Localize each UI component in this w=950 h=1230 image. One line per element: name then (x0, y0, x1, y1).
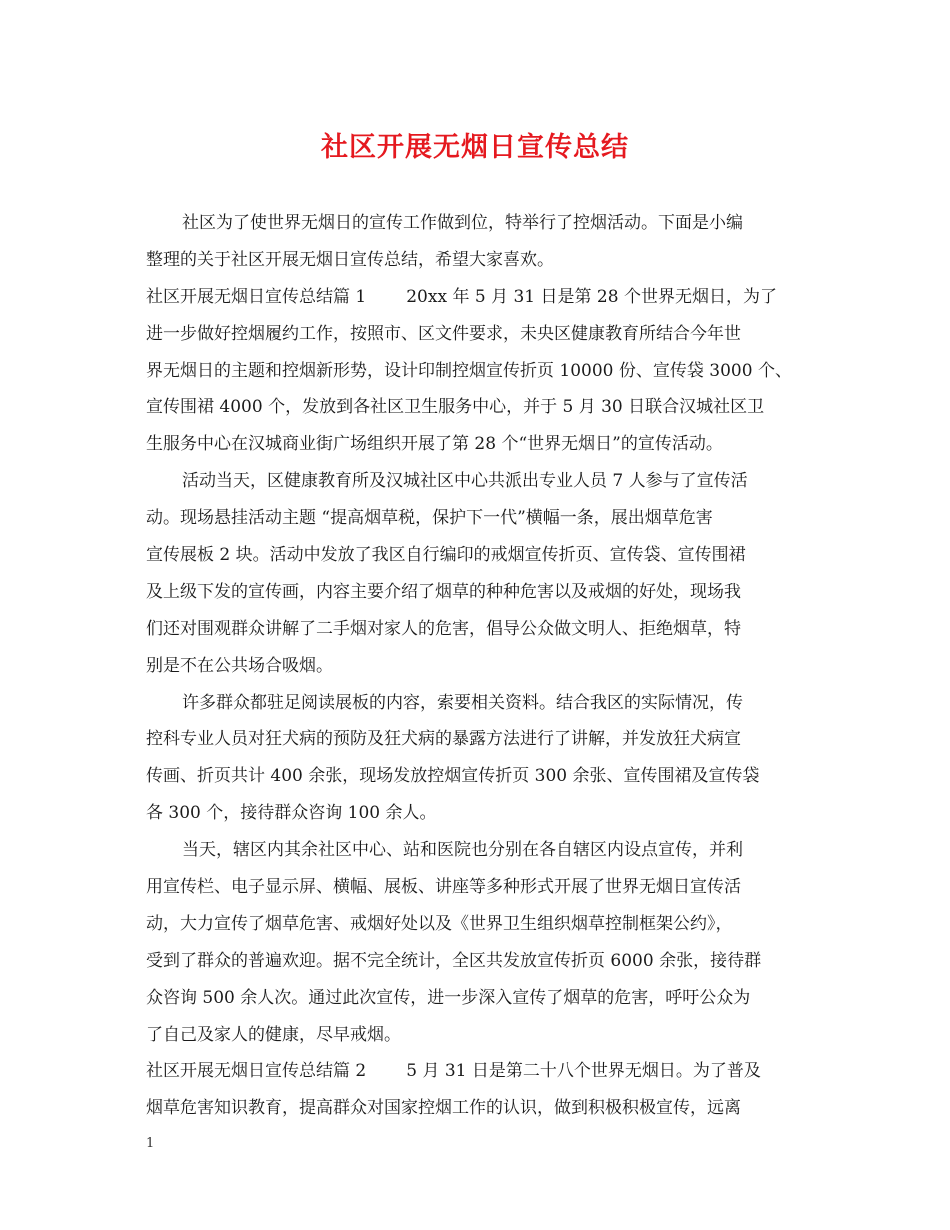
text-line (146, 648, 826, 685)
text-line (146, 795, 826, 832)
text-line (146, 500, 826, 537)
text-line (146, 463, 826, 500)
line-text: 控科专业人员对狂犬病的预防及狂犬病的暴露方法进行了讲解，并发放狂犬病宣 (146, 729, 741, 750)
line-text: 宣传围裙 4000 个，发放到各社区卫生服务中心，并于 5 月 30 日联合汉城社区卫 (146, 397, 765, 418)
text-line (146, 316, 826, 353)
line-text: 当天，辖区内其余社区中心、站和医院也分别在各自辖区内设点宣传，并利 (182, 840, 743, 861)
text-line (146, 205, 826, 242)
line-text: 许多群众都驻足阅读展板的内容，索要相关资料。结合我区的实际情况，传 (182, 692, 743, 713)
line-text: 了自己及家人的健康，尽早戒烟。 (146, 1024, 401, 1045)
text-line (146, 721, 826, 758)
text-line (146, 685, 826, 722)
line-text: 动。现场悬挂活动主题 “提高烟草税，保护下一代”横幅一条，展出烟草危害 (146, 508, 713, 529)
line-text: 受到了群众的普遍欢迎。据不完全统计，全区共发放宣传折页 6000 余张，接待群 (146, 950, 762, 971)
text-line (146, 242, 826, 279)
text-line (146, 832, 826, 869)
text-line (146, 980, 826, 1017)
text-line (146, 943, 826, 980)
text-line (146, 426, 826, 463)
line-text: 们还对围观群众讲解了二手烟对家人的危害，倡导公众做文明人、拒绝烟草，特 (146, 618, 741, 639)
line-text: 整理的关于社区开展无烟日宣传总结，希望大家喜欢。 (146, 249, 554, 270)
document-body (146, 205, 826, 1127)
line-text: 用宣传栏、电子显示屏、横幅、展板、讲座等多种形式开展了世界无烟日宣传活 (146, 877, 741, 898)
line-text: 宣传展板 2 块。活动中发放了我区自行编印的戒烟宣传折页、宣传袋、宣传围裙 (146, 545, 746, 566)
page-number: 1 (146, 1136, 155, 1151)
line-text: 传画、折页共计 400 余张，现场发放控烟宣传折页 300 余张、宣传围裙及宣传袋 (146, 766, 760, 787)
document-title: 社区开展无烟日宣传总结 (321, 132, 629, 163)
text-line (146, 574, 826, 611)
text-line (146, 906, 826, 943)
line-text: 5 月 31 日是第二十八个世界无烟日。为了普及 (406, 1061, 761, 1082)
line-text: 20xx 年 5 月 31 日是第 28 个世界无烟日，为了 (406, 286, 777, 307)
text-line (146, 353, 826, 390)
line-text: 社区为了使世界无烟日的宣传工作做到位，特举行了控烟活动。下面是小编 (182, 213, 743, 233)
line-text: 各 300 个，接待群众咨询 100 余人。 (146, 803, 437, 824)
text-line (146, 1090, 826, 1127)
line-text: 动，大力宣传了烟草危害、戒烟好处以及《世界卫生组织烟草控制框架公约》， (146, 913, 733, 934)
section-heading: 社区开展无烟日宣传总结篇 1 (146, 286, 367, 307)
line-text: 众咨询 500 余人次。通过此次宣传，进一步深入宣传了烟草的危害，呼吁公众为 (146, 987, 751, 1008)
line-text: 进一步做好控烟履约工作，按照市、区文件要求，未央区健康教育所结合今年世 (146, 323, 741, 344)
line-text: 烟草危害知识教育，提高群众对国家控烟工作的认识，做到积极积极宣传，远离 (146, 1098, 741, 1119)
text-line (146, 389, 826, 426)
line-text: 生服务中心在汉城商业街广场组织开展了第 28 个“世界无烟日”的宣传活动。 (146, 434, 723, 455)
section-heading-line (146, 279, 826, 316)
text-line (146, 537, 826, 574)
section-heading-line (146, 1053, 826, 1090)
text-line (146, 611, 826, 648)
section-heading: 社区开展无烟日宣传总结篇 2 (146, 1061, 367, 1082)
line-text: 及上级下发的宣传画，内容主要介绍了烟草的种种危害以及戒烟的好处，现场我 (146, 581, 741, 602)
text-line (146, 758, 826, 795)
text-line (146, 869, 826, 906)
line-text: 别是不在公共场合吸烟。 (146, 655, 333, 676)
text-line (146, 1017, 826, 1054)
line-text: 活动当天，区健康教育所及汉城社区中心共派出专业人员 7 人参与了宣传活 (182, 471, 748, 492)
line-text: 界无烟日的主题和控烟新形势，设计印制控烟宣传折页 10000 份、宣传袋 3000 个、 (146, 360, 792, 381)
